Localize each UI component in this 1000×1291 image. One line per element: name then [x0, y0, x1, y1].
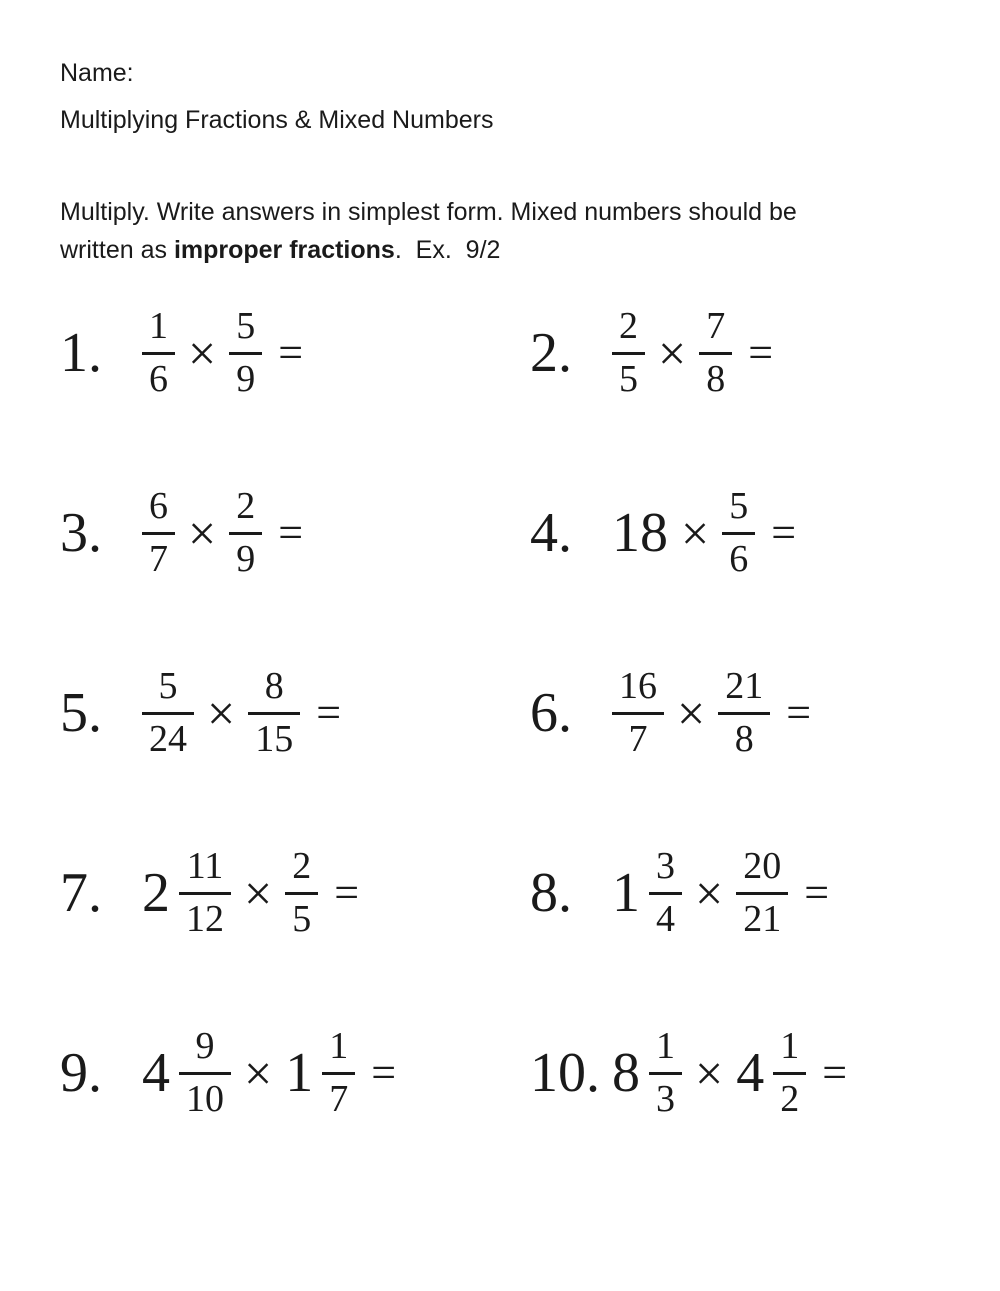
term: [612, 844, 682, 940]
numerator: 1: [780, 1024, 800, 1067]
term: [142, 664, 194, 760]
whole-number: 4: [142, 1042, 170, 1104]
numerator: 1: [149, 304, 168, 347]
fraction: [142, 304, 175, 400]
denominator: 7: [142, 532, 175, 580]
term: [722, 484, 755, 580]
problem: [60, 1010, 530, 1136]
problem-number: 10.: [530, 1042, 600, 1104]
fraction: [229, 304, 262, 400]
problem: [60, 470, 530, 596]
problem-number: 3.: [60, 502, 102, 564]
equals-symbol: =: [316, 688, 342, 737]
denominator: 3: [649, 1072, 682, 1120]
times-symbol: ×: [695, 865, 724, 921]
denominator: 21: [736, 892, 788, 940]
term: [699, 304, 732, 400]
numerator: 6: [149, 484, 168, 527]
numerator: 5: [158, 664, 178, 707]
instructions-line2-bold: improper fractions: [173, 236, 395, 265]
denominator: 6: [722, 532, 755, 580]
problem: [60, 290, 530, 416]
numerator: 9: [195, 1024, 215, 1067]
denominator: 10: [179, 1072, 231, 1120]
denominator: 12: [179, 892, 231, 940]
equals-symbol: =: [371, 1048, 397, 1097]
times-symbol: ×: [244, 1045, 273, 1101]
fraction: [179, 1024, 231, 1120]
term: [612, 1024, 682, 1120]
equals-symbol: =: [804, 868, 830, 917]
numerator: 21: [725, 664, 764, 707]
term: [142, 484, 175, 580]
numerator: 7: [706, 304, 726, 347]
numerator: 16: [619, 664, 657, 707]
whole-number: 4: [736, 1042, 765, 1104]
problem: [530, 470, 940, 596]
whole-number: 2: [142, 862, 170, 924]
fraction: [736, 844, 788, 940]
term: [142, 1024, 231, 1120]
equals-symbol: =: [748, 328, 774, 377]
problem-number: 7.: [60, 862, 102, 924]
whole-number: 8: [612, 1042, 640, 1104]
fraction: [322, 1024, 355, 1120]
times-symbol: ×: [677, 685, 706, 741]
term: [285, 844, 318, 940]
problem-number: 8.: [530, 862, 572, 924]
numerator: 3: [656, 844, 675, 887]
denominator: 7: [322, 1072, 355, 1120]
whole-number: 18: [612, 502, 668, 564]
term: [736, 844, 788, 940]
problem-number: 2.: [530, 322, 572, 384]
fraction: [229, 484, 262, 580]
problems-grid: [60, 290, 940, 1136]
numerator: 20: [743, 844, 782, 887]
times-symbol: ×: [695, 1045, 724, 1101]
problem-number: 4.: [530, 502, 572, 564]
fraction: [773, 1024, 806, 1120]
numerator: 8: [264, 664, 284, 707]
whole-number: 1: [285, 1042, 314, 1104]
term: [612, 502, 668, 564]
problem: [60, 830, 530, 956]
instructions: [60, 193, 940, 271]
numerator: 5: [236, 304, 256, 347]
numerator: 1: [329, 1024, 349, 1067]
equals-symbol: =: [786, 688, 812, 737]
fraction: [142, 484, 175, 580]
denominator: 4: [649, 892, 682, 940]
denominator: 5: [285, 892, 318, 940]
denominator: 2: [773, 1072, 806, 1120]
term: [142, 304, 175, 400]
times-symbol: ×: [188, 325, 217, 381]
term: [285, 1024, 355, 1120]
fraction: [142, 664, 194, 760]
numerator: 11: [186, 844, 224, 887]
equals-symbol: =: [334, 868, 360, 917]
times-symbol: ×: [244, 865, 273, 921]
denominator: 24: [142, 712, 194, 760]
denominator: 5: [612, 352, 645, 400]
fraction: [649, 844, 682, 940]
instructions-line2-prefix: written as: [60, 236, 174, 265]
denominator: 8: [699, 352, 732, 400]
fraction: [718, 664, 770, 760]
fraction: [699, 304, 732, 400]
denominator: 9: [229, 532, 262, 580]
numerator: 2: [619, 304, 638, 347]
term: [612, 304, 645, 400]
problem: [530, 1010, 940, 1136]
problem: [530, 290, 940, 416]
numerator: 1: [656, 1024, 675, 1067]
term: [612, 664, 664, 760]
name-label: Name:: [60, 59, 134, 87]
denominator: 8: [718, 712, 770, 760]
problem-number: 6.: [530, 682, 572, 744]
denominator: 7: [612, 712, 664, 760]
fraction: [179, 844, 231, 940]
instructions-line2-suffix: . Ex. 9/2: [394, 236, 501, 265]
times-symbol: ×: [207, 685, 236, 741]
fraction: [722, 484, 755, 580]
fraction: [248, 664, 300, 760]
term: [736, 1024, 806, 1120]
denominator: 6: [142, 352, 175, 400]
term: [248, 664, 300, 760]
problem: [530, 830, 940, 956]
instructions-line1: Multiply. Write answers in simplest form. Mixed numbers should be: [60, 197, 797, 226]
times-symbol: ×: [681, 505, 710, 561]
fraction: [285, 844, 318, 940]
term: [718, 664, 770, 760]
equals-symbol: =: [278, 328, 304, 377]
equals-symbol: =: [278, 508, 304, 557]
problem-number: 1.: [60, 322, 102, 384]
problem-number: 9.: [60, 1042, 102, 1104]
numerator: 5: [729, 484, 749, 527]
problem-number: 5.: [60, 682, 102, 744]
equals-symbol: =: [822, 1048, 848, 1097]
term: [229, 484, 262, 580]
times-symbol: ×: [658, 325, 687, 381]
fraction: [649, 1024, 682, 1120]
term: [229, 304, 262, 400]
denominator: 15: [248, 712, 300, 760]
numerator: 2: [236, 484, 256, 527]
whole-number: 1: [612, 862, 640, 924]
numerator: 2: [292, 844, 312, 887]
problem: [530, 650, 940, 776]
fraction: [612, 304, 645, 400]
term: [142, 844, 231, 940]
problem: [60, 650, 530, 776]
times-symbol: ×: [188, 505, 217, 561]
page-title: Multiplying Fractions & Mixed Numbers: [60, 106, 494, 135]
denominator: 9: [229, 352, 262, 400]
equals-symbol: =: [771, 508, 797, 557]
fraction: [612, 664, 664, 760]
